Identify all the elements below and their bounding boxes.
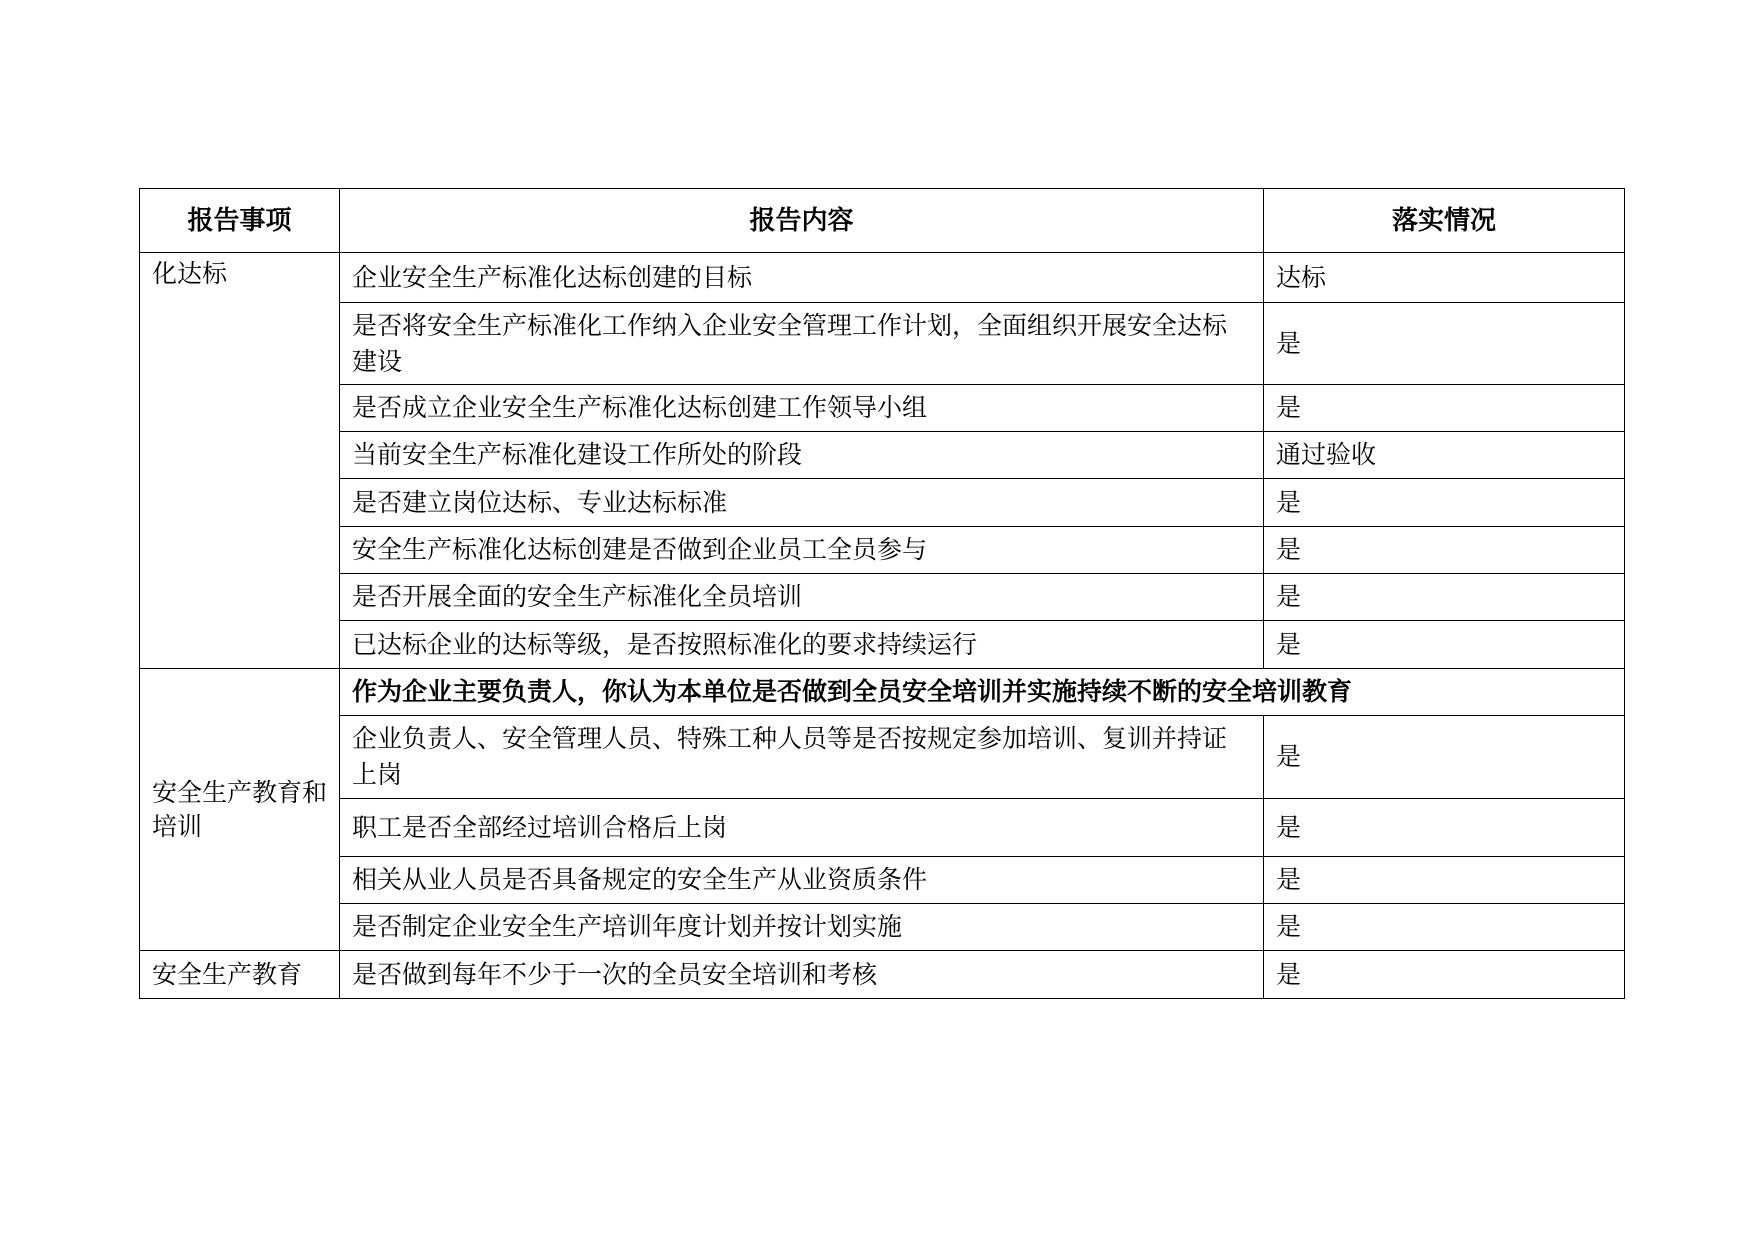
question-row: 作为企业主要负责人，你认为本单位是否做到全员安全培训并实施持续不断的安全培训教育	[340, 669, 1625, 716]
group-label-education: 安全生产教育	[140, 951, 340, 999]
row-content: 企业安全生产标准化达标创建的目标	[340, 253, 1264, 303]
row-status: 是	[1264, 904, 1625, 951]
table-row	[140, 253, 1625, 303]
row-content: 职工是否全部经过培训合格后上岗	[340, 799, 1264, 857]
report-table	[139, 188, 1625, 999]
table-row	[140, 479, 1625, 527]
row-status: 是	[1264, 574, 1625, 621]
table-row	[140, 385, 1625, 432]
table-row	[140, 716, 1625, 799]
header-item: 报告事项	[140, 189, 340, 253]
row-content: 安全生产标准化达标创建是否做到企业员工全员参与	[340, 527, 1264, 574]
table-row	[140, 904, 1625, 951]
row-content: 是否制定企业安全生产培训年度计划并按计划实施	[340, 904, 1264, 951]
row-status: 达标	[1264, 253, 1625, 303]
table-row	[140, 621, 1625, 669]
row-status: 是	[1264, 385, 1625, 432]
group-label-training: 安全生产教育和培训	[140, 669, 340, 951]
row-content: 是否将安全生产标准化工作纳入企业安全管理工作计划，全面组织开展安全达标建设	[340, 303, 1264, 385]
row-content: 已达标企业的达标等级，是否按照标准化的要求持续运行	[340, 621, 1264, 669]
table-row	[140, 799, 1625, 857]
table-row	[140, 527, 1625, 574]
row-content: 相关从业人员是否具备规定的安全生产从业资质条件	[340, 857, 1264, 904]
table-row	[140, 669, 1625, 716]
header-content: 报告内容	[340, 189, 1264, 253]
table-row	[140, 857, 1625, 904]
row-content: 企业负责人、安全管理人员、特殊工种人员等是否按规定参加培训、复训并持证上岗	[340, 716, 1264, 799]
row-status: 是	[1264, 857, 1625, 904]
table-row	[140, 303, 1625, 385]
row-status: 是	[1264, 621, 1625, 669]
header-status: 落实情况	[1264, 189, 1625, 253]
row-status: 是	[1264, 303, 1625, 385]
row-status: 是	[1264, 479, 1625, 527]
row-status: 通过验收	[1264, 432, 1625, 479]
table-row	[140, 432, 1625, 479]
row-status: 是	[1264, 716, 1625, 799]
table-row	[140, 951, 1625, 999]
group-label-standardization: 化达标	[140, 253, 340, 669]
header-row	[140, 189, 1625, 253]
row-content: 是否开展全面的安全生产标准化全员培训	[340, 574, 1264, 621]
row-status: 是	[1264, 527, 1625, 574]
row-content: 是否成立企业安全生产标准化达标创建工作领导小组	[340, 385, 1264, 432]
row-content: 当前安全生产标准化建设工作所处的阶段	[340, 432, 1264, 479]
row-content: 是否做到每年不少于一次的全员安全培训和考核	[340, 951, 1264, 999]
table-row	[140, 574, 1625, 621]
row-content: 是否建立岗位达标、专业达标标准	[340, 479, 1264, 527]
row-status: 是	[1264, 799, 1625, 857]
row-status: 是	[1264, 951, 1625, 999]
